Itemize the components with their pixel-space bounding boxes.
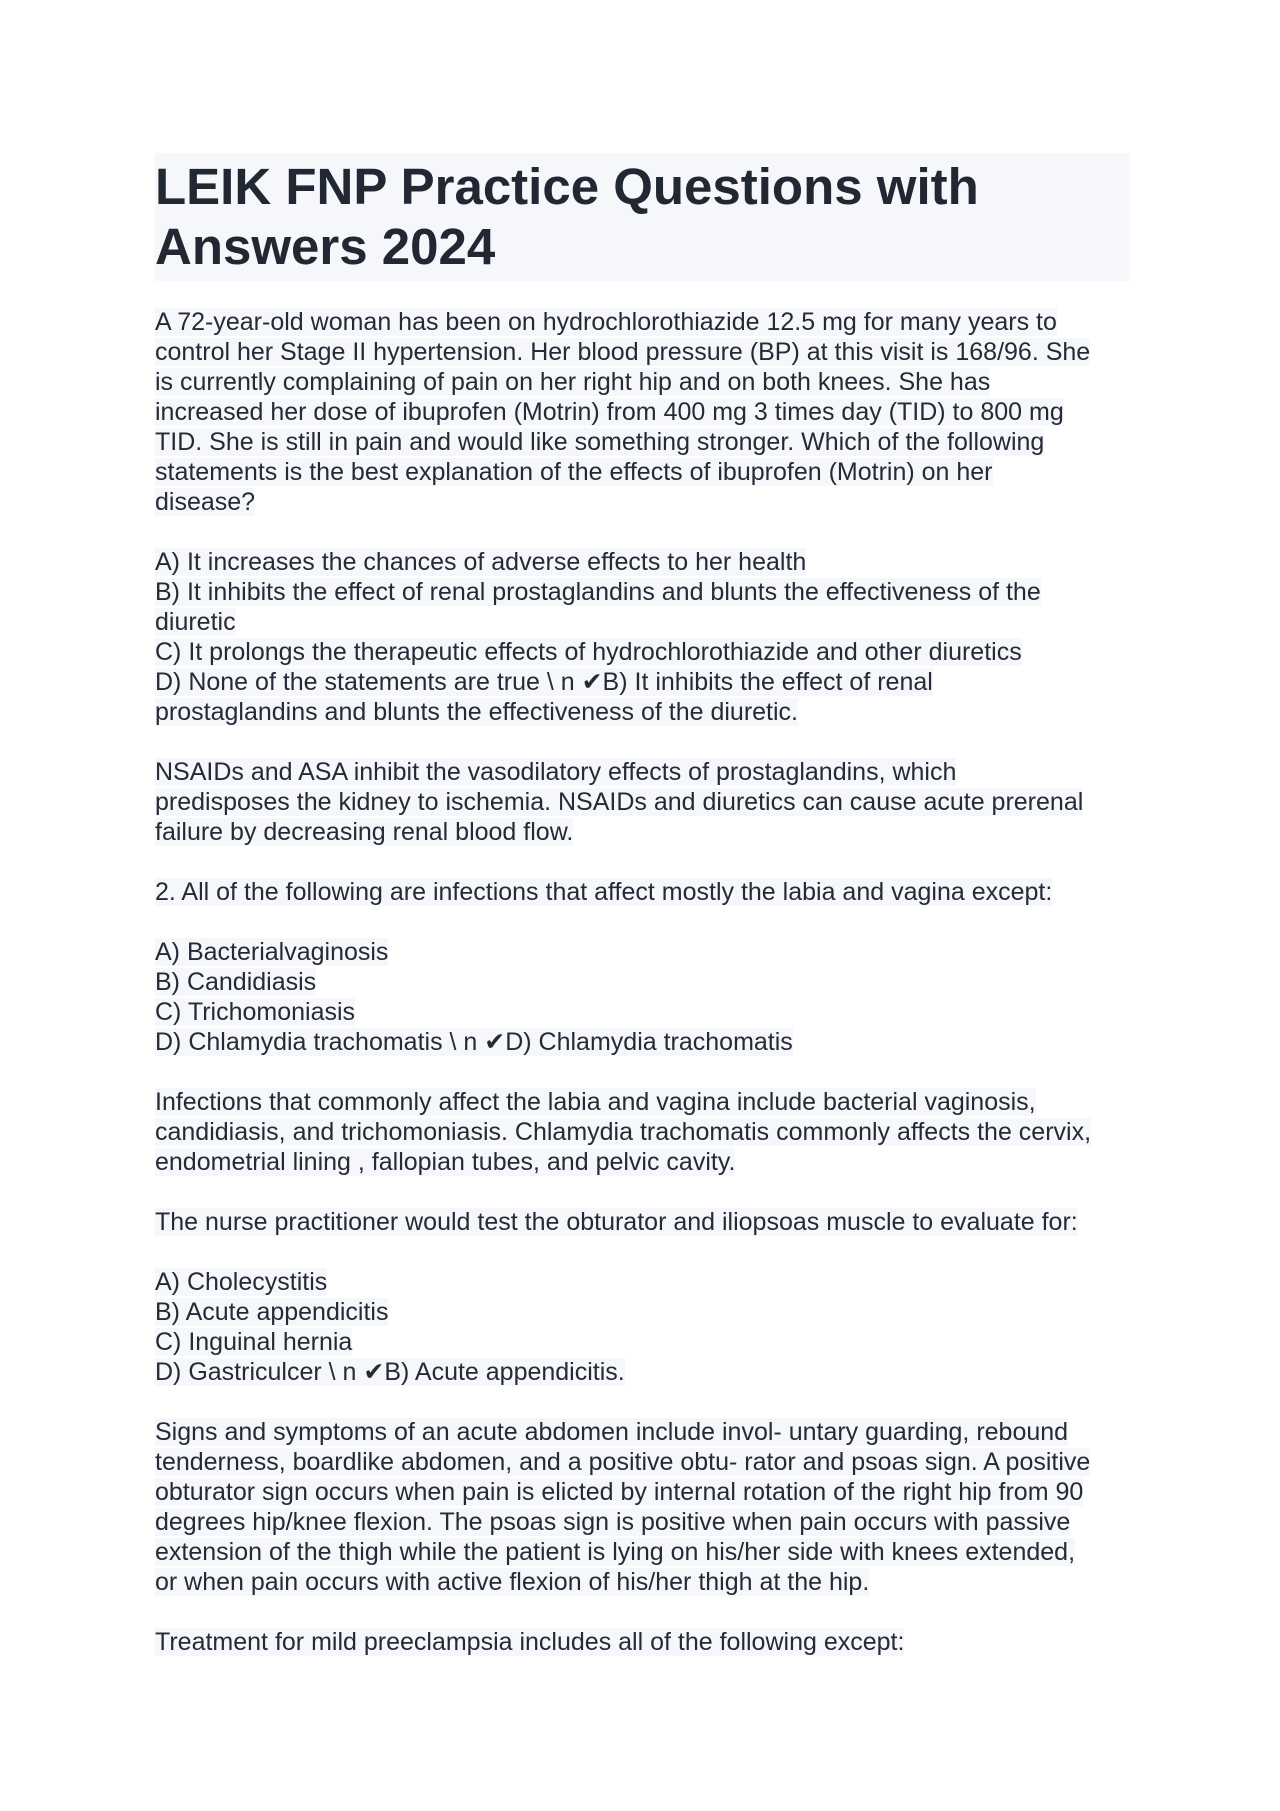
text-line	[155, 397, 1130, 427]
text-line	[155, 1207, 1130, 1237]
text-line-content: extension of the thigh while the patient is lying on his/her side with knees extended,	[155, 1538, 1076, 1566]
text-line	[155, 817, 1130, 847]
text-line-content: C) Trichomoniasis	[155, 998, 356, 1026]
text-line	[155, 1027, 1130, 1057]
text-line	[155, 1447, 1130, 1477]
document-body	[155, 307, 1130, 1657]
text-line	[155, 1567, 1130, 1597]
text-line	[155, 1267, 1130, 1297]
text-line-content: obturator sign occurs when pain is elicted by internal rotation of the right hip from 90	[155, 1478, 1084, 1506]
text-line	[155, 877, 1130, 907]
text-line	[155, 1147, 1130, 1177]
question-3	[155, 1207, 1130, 1237]
text-line-content: disease?	[155, 488, 256, 516]
text-line-content: NSAIDs and ASA inhibit the vasodilatory effects of prostaglandins, which	[155, 758, 957, 786]
text-line-content: increased her dose of ibuprofen (Motrin) from 400 mg 3 times day (TID) to 800 mg	[155, 398, 1064, 426]
text-line	[155, 1537, 1130, 1567]
text-line	[155, 787, 1130, 817]
text-line-content: D) Chlamydia trachomatis \ n ✔D) Chlamydia trachomatis	[155, 1028, 793, 1056]
question-1	[155, 307, 1130, 517]
text-line	[155, 1327, 1130, 1357]
text-line	[155, 577, 1130, 607]
text-line-content: Treatment for mild preeclampsia includes all of the following except:	[155, 1628, 905, 1656]
explanation-2	[155, 1087, 1130, 1177]
document-page	[155, 153, 1130, 1687]
text-line-content: 2. All of the following are infections that affect mostly the labia and vagina except:	[155, 878, 1053, 906]
text-line-content: B) It inhibits the effect of renal prostaglandins and blunts the effectiveness of the	[155, 578, 1041, 606]
question-4	[155, 1627, 1130, 1657]
text-line	[155, 457, 1130, 487]
text-line	[155, 427, 1130, 457]
explanation-3	[155, 1417, 1130, 1597]
text-line	[155, 307, 1130, 337]
text-line-content: A 72-year-old woman has been on hydrochlorothiazide 12.5 mg for many years to	[155, 308, 1057, 336]
text-line-content: diuretic	[155, 608, 236, 636]
text-line-content: control her Stage II hypertension. Her blood pressure (BP) at this visit is 168/96. She	[155, 338, 1091, 366]
text-line	[155, 1507, 1130, 1537]
text-line-content: degrees hip/knee flexion. The psoas sign is positive when pain occurs with passive	[155, 1508, 1071, 1536]
page-title	[155, 153, 1130, 281]
text-line	[155, 1357, 1130, 1387]
text-line-content: A) It increases the chances of adverse effects to her health	[155, 548, 807, 576]
text-line	[155, 697, 1130, 727]
page-title-line: Answers 2024	[155, 218, 496, 275]
text-line	[155, 607, 1130, 637]
text-line-content: tenderness, boardlike abdomen, and a positive obtu- rator and psoas sign. A positive	[155, 1448, 1091, 1476]
options-1	[155, 547, 1130, 727]
text-line-content: The nurse practitioner would test the obturator and iliopsoas muscle to evaluate for:	[155, 1208, 1078, 1236]
text-line-content: C) Inguinal hernia	[155, 1328, 353, 1356]
text-line-content: D) None of the statements are true \ n ✔B) It inhibits the effect of renal	[155, 668, 933, 696]
text-line	[155, 547, 1130, 577]
text-line-content: predisposes the kidney to ischemia. NSAIDs and diuretics can cause acute prerenal	[155, 788, 1084, 816]
text-line	[155, 337, 1130, 367]
options-3	[155, 1267, 1130, 1387]
question-2	[155, 877, 1130, 907]
text-line	[155, 757, 1130, 787]
text-line	[155, 997, 1130, 1027]
text-line-content: A) Bacterialvaginosis	[155, 938, 389, 966]
text-line	[155, 967, 1130, 997]
text-line	[155, 1087, 1130, 1117]
text-line	[155, 1417, 1130, 1447]
text-line-content: C) It prolongs the therapeutic effects of hydrochlorothiazide and other diuretics	[155, 638, 1022, 666]
text-line-content: B) Acute appendicitis	[155, 1298, 389, 1326]
text-line-content: or when pain occurs with active flexion of his/her thigh at the hip.	[155, 1568, 870, 1596]
text-line-content: is currently complaining of pain on her right hip and on both knees. She has	[155, 368, 991, 396]
page-title-line: LEIK FNP Practice Questions with	[155, 158, 979, 215]
text-line-content: failure by decreasing renal blood flow.	[155, 818, 574, 846]
explanation-1	[155, 757, 1130, 847]
text-line	[155, 667, 1130, 697]
options-2	[155, 937, 1130, 1057]
text-line-content: TID. She is still in pain and would like something stronger. Which of the following	[155, 428, 1045, 456]
text-line-content: Infections that commonly affect the labia and vagina include bacterial vaginosis,	[155, 1088, 1036, 1116]
text-line-content: Signs and symptoms of an acute abdomen include invol- untary guarding, rebound	[155, 1418, 1069, 1446]
text-line-content: B) Candidiasis	[155, 968, 317, 996]
text-line	[155, 637, 1130, 667]
text-line-content: statements is the best explanation of the effects of ibuprofen (Motrin) on her	[155, 458, 993, 486]
text-line-content: candidiasis, and trichomoniasis. Chlamydia trachomatis commonly affects the cervix,	[155, 1118, 1092, 1146]
text-line-content: endometrial lining , fallopian tubes, and pelvic cavity.	[155, 1148, 736, 1176]
text-line-content: prostaglandins and blunts the effectiveness of the diuretic.	[155, 698, 799, 726]
text-line	[155, 367, 1130, 397]
text-line-content: A) Cholecystitis	[155, 1268, 328, 1296]
text-line	[155, 1117, 1130, 1147]
text-line	[155, 487, 1130, 517]
text-line-content: D) Gastriculcer \ n ✔B) Acute appendicitis.	[155, 1358, 625, 1386]
text-line	[155, 1297, 1130, 1327]
text-line	[155, 1477, 1130, 1507]
text-line	[155, 937, 1130, 967]
text-line	[155, 1627, 1130, 1657]
